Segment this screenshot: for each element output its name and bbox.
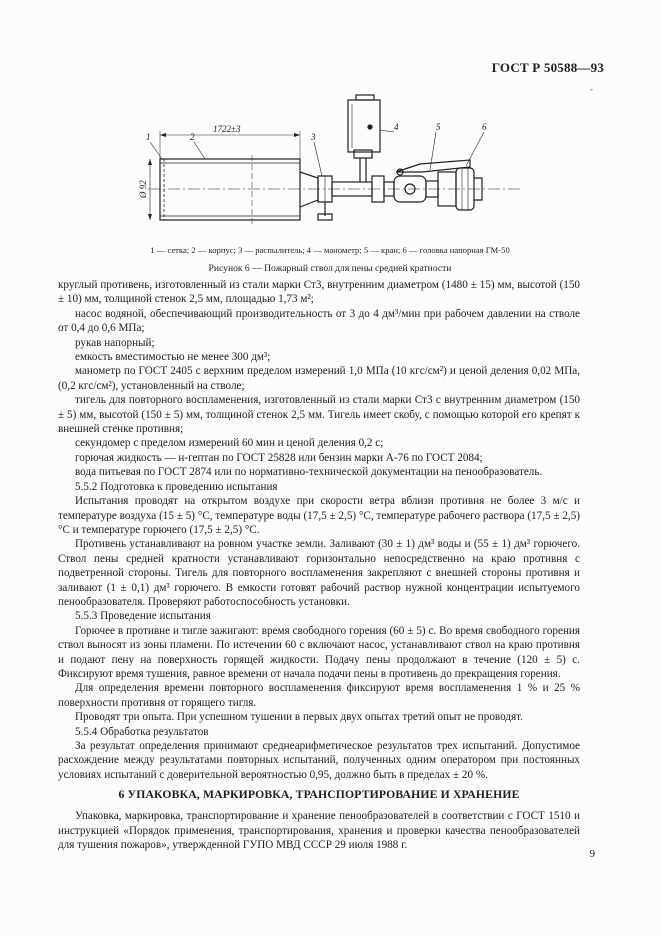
paragraph: Горючее в противне и тигле зажигают: время свободного горения (60 ± 5) с. Во время свободного горения ствол выносят из зоны пламени. По истечении 60 с включают насос, устанавливают ствол на краю противня и подают пену на поверхность горящей жидкости. Подачу пены продолжают в течение (120 ± 5) с. Фиксируют время тушения, равное времени от начала подачи пены в противень до прекращения горения. (58, 624, 580, 680)
subsection-heading: 5.5.3 Проведение испытания (75, 610, 211, 623)
section-6-heading: 6 УПАКОВКА, МАРКИРОВКА, ТРАНСПОРТИРОВАНИЕ И ХРАНЕНИЕ (118, 788, 520, 802)
callout-5: 5 (436, 122, 441, 132)
paragraph: Противень устанавливают на ровном участке земли. Заливают (30 ± 1) дм³ воды и (55 ± 1) дм³ горючего. Ствол пены средней кратности устанавливают горизонтально непосредственно на краю противня с подветренной стороны. Тигель для повторного воспламенения закрепляют с внешней стороны противня и заливают (1 ± 0,1) дм³ горючего. В емкости готовят рабочий раствор нужной концентрации испытуемого пенообразователя. Проверяют работоспособность установки. (58, 538, 580, 608)
paragraph: вода питьевая по ГОСТ 2874 или по нормативно-технической документации на пенообразователь. (75, 466, 543, 479)
callout-3: 3 (311, 132, 316, 142)
header-mark: - (590, 84, 593, 94)
paragraph: За результат определения принимают среднеарифметическое результатов трех испытаний. Допустимое расхождение между результатами повторных испытаний, полученных одним оператором при постоянных условиях испытаний с доверительной вероятностью 0,95, должно быть в пределах ± 20 %. (58, 740, 580, 781)
paragraph: Испытания проводят на открытом воздухе при скорости ветра вблизи противня не более 3 м/с и температуре воздуха (15 ± 5) °С, температуре воды (17,5 ± 2,5) °С, температуре рабочего раствора (17,5 ± 2,5) °С и температуре горючего (17,5 ± 2,5) °С. (58, 495, 580, 536)
figure-legend: 1 — сетка; 2 — корпус; 3 — распылитель; 4 — манометр; 5 — кран; 6 — головка напорная ГМ-50 (150, 245, 510, 255)
figure-caption: Рисунок 6 — Пожарный ствол для пены средней кратности (208, 263, 452, 274)
paragraph: Для определения времени повторного воспламенения фиксируют время воспламенения 1 % и 25 % поверхности противня от горящего тигля. (58, 682, 580, 709)
standard-number: ГОСТ Р 50588—93 (491, 60, 604, 75)
paragraph: Упаковка, маркировка, транспортирование и хранение пенообразователей в соответствии с ГОСТ 1510 и инструкцией «Порядок применения, транспортирования, хранения и проверки качества пенообразователей для тушения пожаров», утвержденной ГУПО МВД СССР 29 июля 1988 г. (58, 810, 580, 852)
paragraph: рукав напорный; (75, 336, 155, 349)
paragraph: насос водяной, обеспечивающий производительность от 3 до 4 дм³/мин при рабочем давлении на стволе от 0,4 до 0,6 МПа; (58, 307, 580, 335)
paragraph: Проводят три опыта. При успешном тушении в первых двух опытах третий опыт не проводят. (75, 711, 523, 724)
nozzle-body-tube (160, 159, 300, 220)
page-number: 9 (589, 848, 595, 860)
paragraph: секундомер с пределом измерений 60 мин и ценой деления 0,2 с; (75, 437, 384, 450)
callout-6: 6 (482, 122, 487, 132)
callout-4: 4 (394, 122, 399, 132)
dimension-diameter-label: Ø 92 (138, 180, 148, 198)
paragraph: горючая жидкость — н-гептан по ГОСТ 25828 или бензин марки А-76 по ГОСТ 2084; (75, 451, 483, 464)
callout-1: 1 (146, 132, 151, 142)
subsection-heading: 5.5.4 Обработка результатов (75, 725, 209, 738)
paragraph: тигель для повторного воспламенения, изготовленный из стали марки Ст3 с внутренним диаметром (150 ± 5) мм, высотой (150 ± 5) мм, толщиной стенок 2,5 мм. Тигель имеет скобу, с помощью которой его крепят к внешней стенке противня; (58, 394, 580, 436)
subsection-heading: 5.5.2 Подготовка к проведению испытания (75, 480, 278, 493)
manometer (348, 100, 380, 152)
paragraph: манометр по ГОСТ 2405 с верхним пределом измерений 1,0 МПа (10 кгс/см²) и ценой деления 0,02 МПа, (0,2 кгс/см²), установленный на стволе; (58, 365, 580, 392)
paragraph: емкость вместимостью не менее 300 дм³; (75, 351, 271, 364)
body-text (58, 278, 580, 852)
callout-2: 2 (190, 132, 195, 142)
paragraph: круглый противень, изготовленный из стали марки Ст3, внутренним диаметром (1480 ± 15) мм, высотой (150 ± 10) мм, толщиной стенок 2,5 мм, площадью 1,73 м²; (58, 279, 580, 306)
dimension-length-label: 1722±3 (213, 124, 241, 134)
fire-nozzle-drawing (0, 0, 661, 245)
